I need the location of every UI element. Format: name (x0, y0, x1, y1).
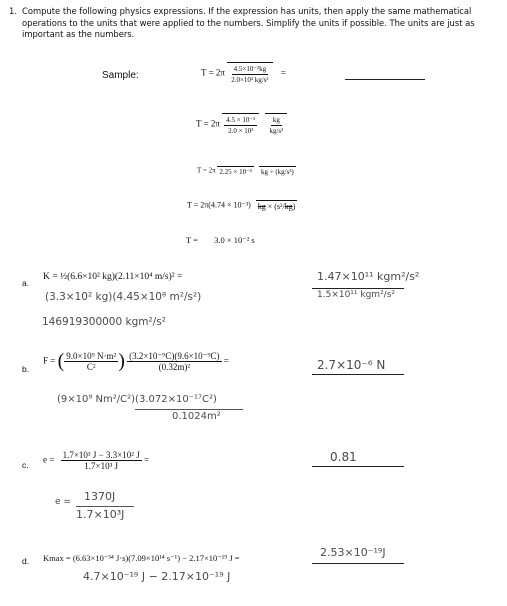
problem-c-work-bar (76, 506, 134, 507)
problem-a-answer-1: 1.47×10¹¹ kgm²/s² (317, 270, 420, 283)
problem-c-work-lhs: e = (55, 497, 71, 507)
problem-a-work-2: 146919300000 kgm²/s² (42, 316, 166, 328)
sample-step-1-equals: = (280, 67, 286, 78)
sample-step-2-lhs: T = 2π (196, 118, 220, 129)
sample-step-2 (196, 113, 287, 136)
problem-b-answer: 2.7×10⁻⁶ N (317, 358, 386, 372)
problem-d-work: 4.7×10⁻¹⁹ J − 2.17×10⁻¹⁹ J (83, 570, 231, 583)
sample-step-2-unit-num: kg (272, 116, 280, 124)
problem-b-constant-den: C² (86, 362, 96, 372)
sample-label: Sample: (102, 70, 139, 81)
problem-d-answer: 2.53×10⁻¹⁹J (320, 546, 386, 559)
sample-step-2-den: 2.0 × 10³ (228, 127, 254, 135)
problem-b-label: b. (22, 364, 30, 374)
sample-step-3-unit: kg ÷ (kg/s²) (260, 168, 294, 176)
problem-b-work-num: (9×10⁹ Nm²/C²)(3.072×10⁻¹⁷C²) (57, 394, 217, 405)
sample-step-1-fraction (229, 64, 270, 85)
sample-step-1-num: 4.5×10⁻²kg (233, 65, 267, 73)
sample-step-2-fraction (224, 115, 257, 136)
problem-c-num: 1.7×10³ J − 3.3×10² J (62, 450, 140, 460)
sample-step-5-lhs: T = (186, 235, 198, 245)
problem-a-expression: K = ½(6.6×10² kg)(2.11×10⁴ m/s)² = (43, 272, 183, 282)
sample-step-2-unit-den: kg/s² (269, 127, 284, 135)
problem-d-label: d. (22, 556, 30, 566)
problem-c-lhs: e = (43, 454, 55, 465)
sample-step-2-num: 4.5 × 10⁻² (226, 116, 256, 124)
problem-b-answer-line (312, 374, 404, 375)
problem-b-charges (127, 351, 221, 372)
problem-c-den: 1.7×10³ J (84, 461, 119, 471)
problem-a-answer-2: 1.5×10¹¹ kgm²/s² (317, 290, 396, 300)
sample-step-1-den: 2.0×10³ kg/s² (231, 76, 269, 84)
problem-c-answer: 0.81 (330, 450, 357, 464)
problem-c-equals: = (143, 454, 150, 465)
sample-step-3 (197, 166, 296, 176)
problem-a-label: a. (22, 278, 30, 288)
sample-step-1 (201, 62, 286, 85)
problem-c-answer-line (312, 466, 404, 467)
problem-c-expression (43, 450, 149, 471)
problem-d-answer-line (312, 563, 404, 564)
problem-b-work-bar (135, 409, 243, 410)
problem-d-expression: Kmax = (6.63×10⁻³⁴ J·s)(7.09×10¹⁴ s⁻¹) − 2.17×10⁻¹⁹ J = (43, 553, 240, 563)
problem-a-answer-line (312, 288, 404, 289)
sample-step-2-units (267, 115, 285, 136)
sample-step-5-value: 3.0 × 10⁻² s (214, 235, 255, 245)
sample-step-3-radical: 2.25 × 10⁻⁵ (219, 168, 253, 176)
problem-c-fraction (61, 450, 142, 471)
sample-step-4-unit-end: ) (292, 202, 296, 211)
problem-b-work-den: 0.1024m² (172, 411, 221, 422)
sample-step-4-cancelled-kg-2: kg (284, 202, 293, 211)
problem-b-charges-num: (3.2×10⁻⁹C)(9.6×10⁻⁹C) (129, 351, 220, 361)
sample-step-3-lhs: T = 2π (197, 166, 216, 175)
sample-step-4 (187, 200, 297, 211)
problem-b-constant-num: 9.0×10⁹ N·m² (66, 351, 117, 361)
problem-b-lhs: F = (43, 355, 56, 366)
problem-c-work-den: 1.7×10³J (76, 508, 125, 521)
sample-step-4-lhs: T = 2π(4.74 × 10⁻³) (187, 200, 251, 210)
problem-c-label: c. (22, 460, 29, 470)
problem-b-constant (64, 351, 118, 372)
problem-c-work-num: 1370J (84, 490, 116, 503)
problem-b-equals: = (223, 355, 229, 366)
sample-step-4-unit-mid: × (s²/ (265, 202, 285, 211)
question-number: 1. (9, 6, 17, 16)
sample-answer-line (345, 79, 425, 80)
instructions (9, 6, 492, 41)
problem-b-expression: F = ( $\frac{\text{9.0×10⁹ N·m²}}{\text{C²}}$ ) $\frac{\text{(3.2×10⁻⁹C)(9.6×10⁻⁹C)}}{\text{(0.32m)²}}$ = (43, 350, 229, 372)
instructions-text: Compute the following physics expressions. If the expression has units, then apply the same mathematical operations to the units that were applied to the numbers. Simplify the units if possible. The units are just as important as the numbers. (22, 6, 475, 39)
problem-a-work-1: (3.3×10² kg)(4.45×10⁸ m²/s²) (45, 291, 202, 303)
sample-step-4-cancelled-kg: kg (257, 202, 266, 211)
problem-b-charges-den: (0.32m)² (158, 362, 191, 372)
sample-step-1-lhs: T = 2π (201, 67, 225, 78)
sample-step-5 (186, 235, 255, 246)
